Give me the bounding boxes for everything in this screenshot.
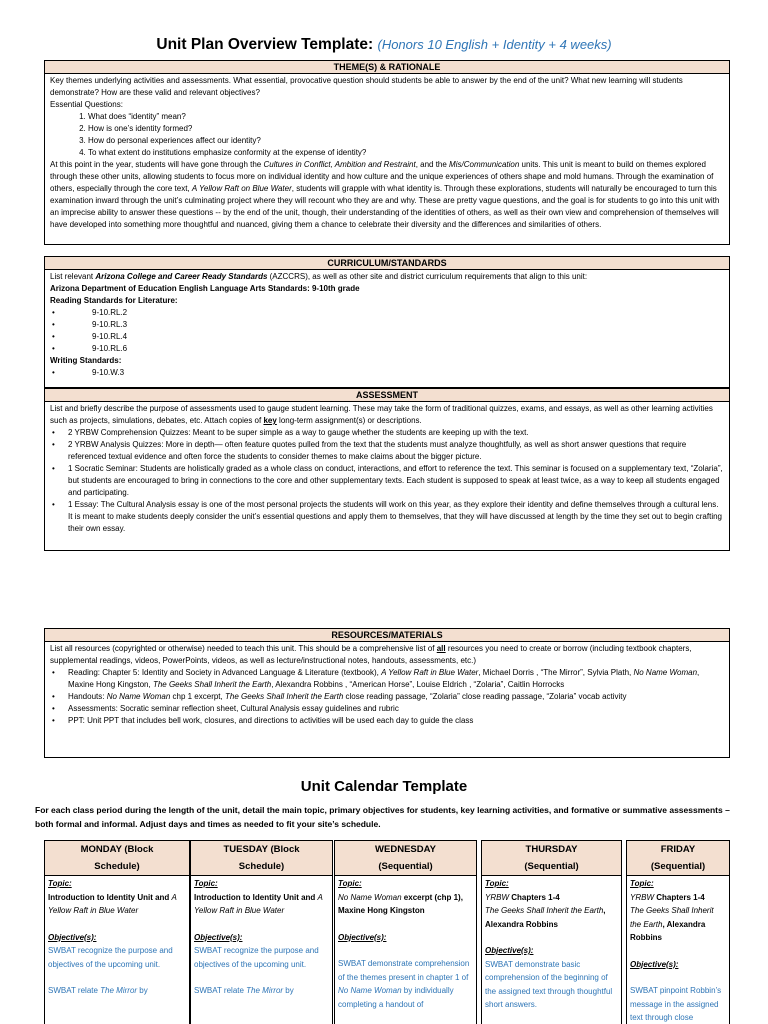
objective-part: by individually completing a handout of — [338, 986, 454, 1009]
day-header-line: FRIDAY — [660, 844, 696, 855]
rationale-unit: Mis/Communication — [449, 160, 520, 169]
topic-text — [485, 891, 618, 905]
objective-part: by — [137, 986, 148, 995]
resource-text: Reading: Chapter 5: Identity and Society in Advanced Language & Literature (textbook), — [68, 668, 382, 677]
calendar-column-tuesday — [190, 840, 333, 1024]
day-header — [335, 841, 476, 876]
objective-text — [338, 957, 473, 1011]
assessment-prompt — [50, 403, 724, 427]
rationale-text: units. This unit is meant to build on themes explored through these other units, allowing students to focus more on individual identity and how culture and the unique experiences of others shape and mold humans. Through the examination of others, especially through the core text, — [50, 160, 714, 193]
topic-label: Topic: — [485, 879, 509, 888]
prompt-key: key — [263, 416, 277, 425]
resource-text: Handouts: — [68, 692, 107, 701]
objective-text — [194, 984, 329, 998]
resource-text: chp 1 excerpt, — [170, 692, 225, 701]
essential-questions-list — [50, 111, 724, 159]
objective-text: SWBAT recognize the purpose and objectives of the upcoming unit. — [194, 946, 319, 969]
calendar-intro: For each class period during the length of the unit, detail the main topic, primary objectives for students, key learning activities, and formative or summative assessments – both formal and informal. Adjust days and times as needed to fit your site’s schedule. — [35, 805, 730, 829]
list-item: • Assessments: Socratic seminar reflection sheet, Cultural Analysis essay guidelines and rubric — [50, 703, 724, 715]
themes-body — [45, 74, 729, 233]
objective-label: Objective(s): — [48, 932, 97, 942]
list-item — [50, 667, 724, 691]
day-header-line: (Sequential) — [524, 861, 579, 872]
topic-title: A Yellow Raft in Blue Water — [48, 892, 177, 915]
resource-text: close reading passage, “Zolaria” close reading passage, “Zolaria” vocab activity — [343, 692, 627, 701]
objective-label: Objective(s): — [630, 959, 679, 969]
day-header — [191, 841, 332, 876]
list-item: • 1 Essay: The Cultural Analysis essay is one of the most personal projects the students will work on this year, as they explore their identity and define themselves through a cultural lens. It is meant to make students deeply consider the unit’s essential questions and apply them to themselves, that they will have discussed at length by the time they set out to begin crafting their own essay. — [50, 499, 724, 535]
rationale-paragraph — [50, 159, 724, 231]
topic-label: Topic: — [630, 879, 654, 888]
prompt-text: List and briefly describe the purpose of assessments used to gauge student learning. These may take the form of traditional quizzes, exams, and essays, as well as other learning activities such as projects, simulations, debates, etc. Attach copies of — [50, 404, 713, 425]
curriculum-body — [45, 270, 729, 381]
topic-label: Topic: — [194, 879, 218, 888]
topic-part: Introduction to Identity Unit and — [48, 892, 172, 902]
list-item: • 9-10.W.3 — [50, 367, 724, 379]
title-main: Unit Plan Overview Template: — [156, 36, 374, 53]
reading-standards-list — [50, 307, 724, 355]
topic-label: Topic: — [48, 879, 72, 888]
assessment-header: ASSESSMENT — [45, 388, 729, 402]
topic-text — [485, 904, 618, 931]
assessment-body — [45, 402, 729, 537]
objective-part: SWBAT relate — [48, 986, 101, 995]
resources-section — [44, 628, 730, 758]
writing-standards-label: Writing Standards: — [50, 356, 122, 365]
topic-title: The Geeks Shall Inherit the Earth — [485, 906, 604, 915]
day-header-line: (Sequential) — [378, 861, 433, 872]
prompt-text: resources you need to create or borrow (including textbook chapters, supplemental readings, videos, PowerPoints, videos, as well as lecture/instructional notes, handouts, assessments, etc.) — [50, 644, 692, 665]
title-subtitle: (Honors 10 English + Identity + 4 weeks) — [377, 37, 612, 52]
curriculum-header: CURRICULUM/STANDARDS — [45, 257, 729, 270]
day-header-line: THURSDAY — [525, 844, 578, 855]
topic-part: Chapters 1-4 — [509, 892, 560, 902]
calendar-column-monday — [44, 840, 190, 1024]
topic-text — [630, 904, 726, 945]
list-item: • PPT: Unit PPT that includes bell work, closures, and directions to activities will be used each day to guide the class — [50, 715, 724, 727]
day-header-line: Schedule) — [238, 861, 285, 872]
list-item: • 9-10.RL.6 — [50, 343, 724, 355]
objective-text: SWBAT pinpoint Robbin’s message in the assigned text through close — [630, 986, 722, 1022]
department-standards: Arizona Department of Education English Language Arts Standards: 9-10th grade — [50, 284, 360, 293]
topic-part: , Alexandra Robbins — [485, 906, 606, 929]
list-item: 1. What does “identity” mean? — [88, 111, 724, 123]
day-body — [191, 876, 332, 999]
topic-part: excerpt (chp 1), Maxine Hong Kingston — [338, 892, 463, 915]
topic-part: Chapters 1-4 — [654, 892, 705, 902]
resources-list — [50, 667, 724, 727]
objective-part: by — [283, 986, 294, 995]
day-header — [482, 841, 621, 876]
resource-text: , Maxine Hong Kingston, — [68, 668, 700, 689]
list-item: • 9-10.RL.2 — [50, 307, 724, 319]
objective-title: The Mirror — [100, 986, 138, 995]
objective-title: No Name Woman — [338, 986, 402, 995]
reading-standards-label: Reading Standards for Literature: — [50, 296, 178, 305]
standards-name: Arizona College and Career Ready Standards — [95, 272, 268, 281]
day-header-line: (Sequential) — [650, 861, 706, 872]
curriculum-section — [44, 256, 730, 388]
topic-text — [338, 891, 473, 918]
list-item: 2. How is one’s identity formed? — [88, 123, 724, 135]
rationale-units: Cultures in Conflict, Ambition and Restraint — [263, 160, 416, 169]
resource-text: , Michael Dorris , “The Mirror”, Sylvia Plath, — [478, 668, 634, 677]
list-item: • 9-10.RL.4 — [50, 331, 724, 343]
assessment-section — [44, 387, 730, 551]
prompt-text: List relevant — [50, 272, 96, 281]
day-body — [335, 876, 476, 1012]
day-header-line: WEDNESDAY — [375, 844, 436, 855]
themes-prompt: Key themes underlying activities and assessments. What essential, provocative question should students be able to answer by the end of the unit? What new learning will students demonstrate? How are these valid and relevant objectives? — [50, 76, 683, 97]
writing-standards-list — [50, 367, 724, 379]
day-header-line: Schedule) — [94, 861, 140, 872]
themes-header: THEME(S) & RATIONALE — [45, 61, 729, 74]
assessment-list — [50, 427, 724, 535]
topic-text — [194, 891, 329, 918]
list-item — [50, 691, 724, 703]
day-header-line: MONDAY (Block — [80, 844, 154, 855]
curriculum-prompt — [50, 271, 724, 283]
topic-text — [48, 891, 186, 918]
objective-text: SWBAT demonstrate basic comprehension of the beginning of the assigned text through thoughtful short answers. — [485, 959, 613, 1009]
day-header — [627, 841, 729, 876]
list-item: • 2 YRBW Comprehension Quizzes: Meant to be super simple as a way to gauge whether the students are keeping up with the text. — [50, 427, 724, 439]
list-item: • 1 Socratic Seminar: Students are holistically graded as a whole class on conduct, interactions, and effort to reference the text. This seminar is focused on a supplementary text, “Zolaria”, but students are encouraged to bring in connections to the core and other supplementary texts. Each student is supposed to speak at least twice, as a way to keep all students engaged and participating. — [50, 463, 724, 499]
objective-text — [48, 984, 186, 998]
objective-label: Objective(s): — [485, 946, 534, 955]
calendar-column-wednesday — [334, 840, 477, 1024]
topic-title: YRBW — [485, 892, 509, 902]
list-item: 3. How do personal experiences affect our identity? — [88, 135, 724, 147]
rationale-text: , students will grapple with what identity is. Through these explorations, students will naturally be encouraged to turn this examination inward through the unit’s culminating project where they will recount who they are and why. These are pretty vague questions, and the goal is for students to go into this unit with an imprecise ability to answer these questions -- by the end of the unit, though, their understanding of the identities of others, as well as their own view and comprehension of themselves will have developed into something more thoughtful and nuanced, giving them a chance to celebrate their diversity and the differences and similarities of others. — [50, 184, 720, 229]
resources-prompt — [50, 643, 724, 667]
document-title — [0, 36, 768, 54]
resource-title: No Name Woman — [633, 668, 698, 677]
resource-title: The Geeks Shall Inherit the Earth — [152, 680, 272, 689]
prompt-all: all — [436, 644, 446, 653]
day-body — [627, 876, 729, 1024]
calendar-title: Unit Calendar Template — [300, 778, 468, 795]
objective-part: SWBAT relate — [194, 986, 247, 995]
day-header — [45, 841, 189, 876]
resources-body — [45, 642, 729, 729]
topic-label: Topic: — [338, 879, 362, 888]
topic-title: YRBW — [630, 892, 654, 902]
day-body — [482, 876, 621, 1013]
list-item: • 2 YRBW Analysis Quizzes: More in depth— often feature quotes pulled from the text that the students must analyze thoughtfully, as well as short answer questions that require referenced textual evidence and often force the students to consider themes to make claims about the bigger picture. — [50, 439, 724, 463]
prompt-text: long-term assignment(s) or descriptions. — [276, 416, 422, 425]
objective-text: SWBAT recognize the purpose and objectives of the upcoming unit. — [48, 946, 173, 969]
resource-title: No Name Woman — [106, 692, 171, 701]
topic-title: The Geeks Shall Inherit the Earth — [630, 906, 714, 929]
resources-header: RESOURCES/MATERIALS — [45, 629, 729, 642]
topic-part: Introduction to Identity Unit and — [194, 892, 318, 902]
rationale-core-text: A Yellow Raft on Blue Water — [191, 184, 292, 193]
topic-text — [630, 891, 726, 905]
resource-title: The Geeks Shall Inherit the Earth — [224, 692, 344, 701]
calendar-column-thursday — [481, 840, 622, 1024]
essential-questions-label: Essential Questions: — [50, 100, 123, 109]
resource-title: A Yellow Raft in Blue Water — [381, 668, 479, 677]
prompt-text: List all resources (copyrighted or otherwise) needed to teach this unit. This should be a comprehensive list of — [50, 644, 437, 653]
prompt-text: (AZCCRS), as well as other site and district curriculum requirements that align to this unit: — [267, 272, 588, 281]
rationale-text: At this point in the year, students will have gone through the — [50, 160, 264, 169]
objective-label: Objective(s): — [338, 932, 387, 942]
objective-title: The Mirror — [246, 986, 284, 995]
topic-title: No Name Woman — [338, 892, 402, 902]
themes-section — [44, 60, 730, 245]
day-header-line: TUESDAY (Block — [223, 844, 300, 855]
topic-part: , Alexandra Robbins — [630, 919, 706, 942]
list-item: • 9-10.RL.3 — [50, 319, 724, 331]
objective-part: SWBAT demonstrate comprehension of the themes present in chapter 1 of — [338, 959, 470, 982]
day-body — [45, 876, 189, 999]
list-item: 4. To what extent do institutions emphasize conformity at the expense of identity? — [88, 147, 724, 159]
objective-label: Objective(s): — [194, 932, 243, 942]
rationale-text: , and the — [415, 160, 450, 169]
topic-title: A Yellow Raft in Blue Water — [194, 892, 323, 915]
resource-text: , Alexandra Robbins , “American Horse”, Louise Eldrich , “Zolaria”, Caitlin Horrocks — [271, 680, 565, 689]
calendar-column-friday — [626, 840, 730, 1024]
